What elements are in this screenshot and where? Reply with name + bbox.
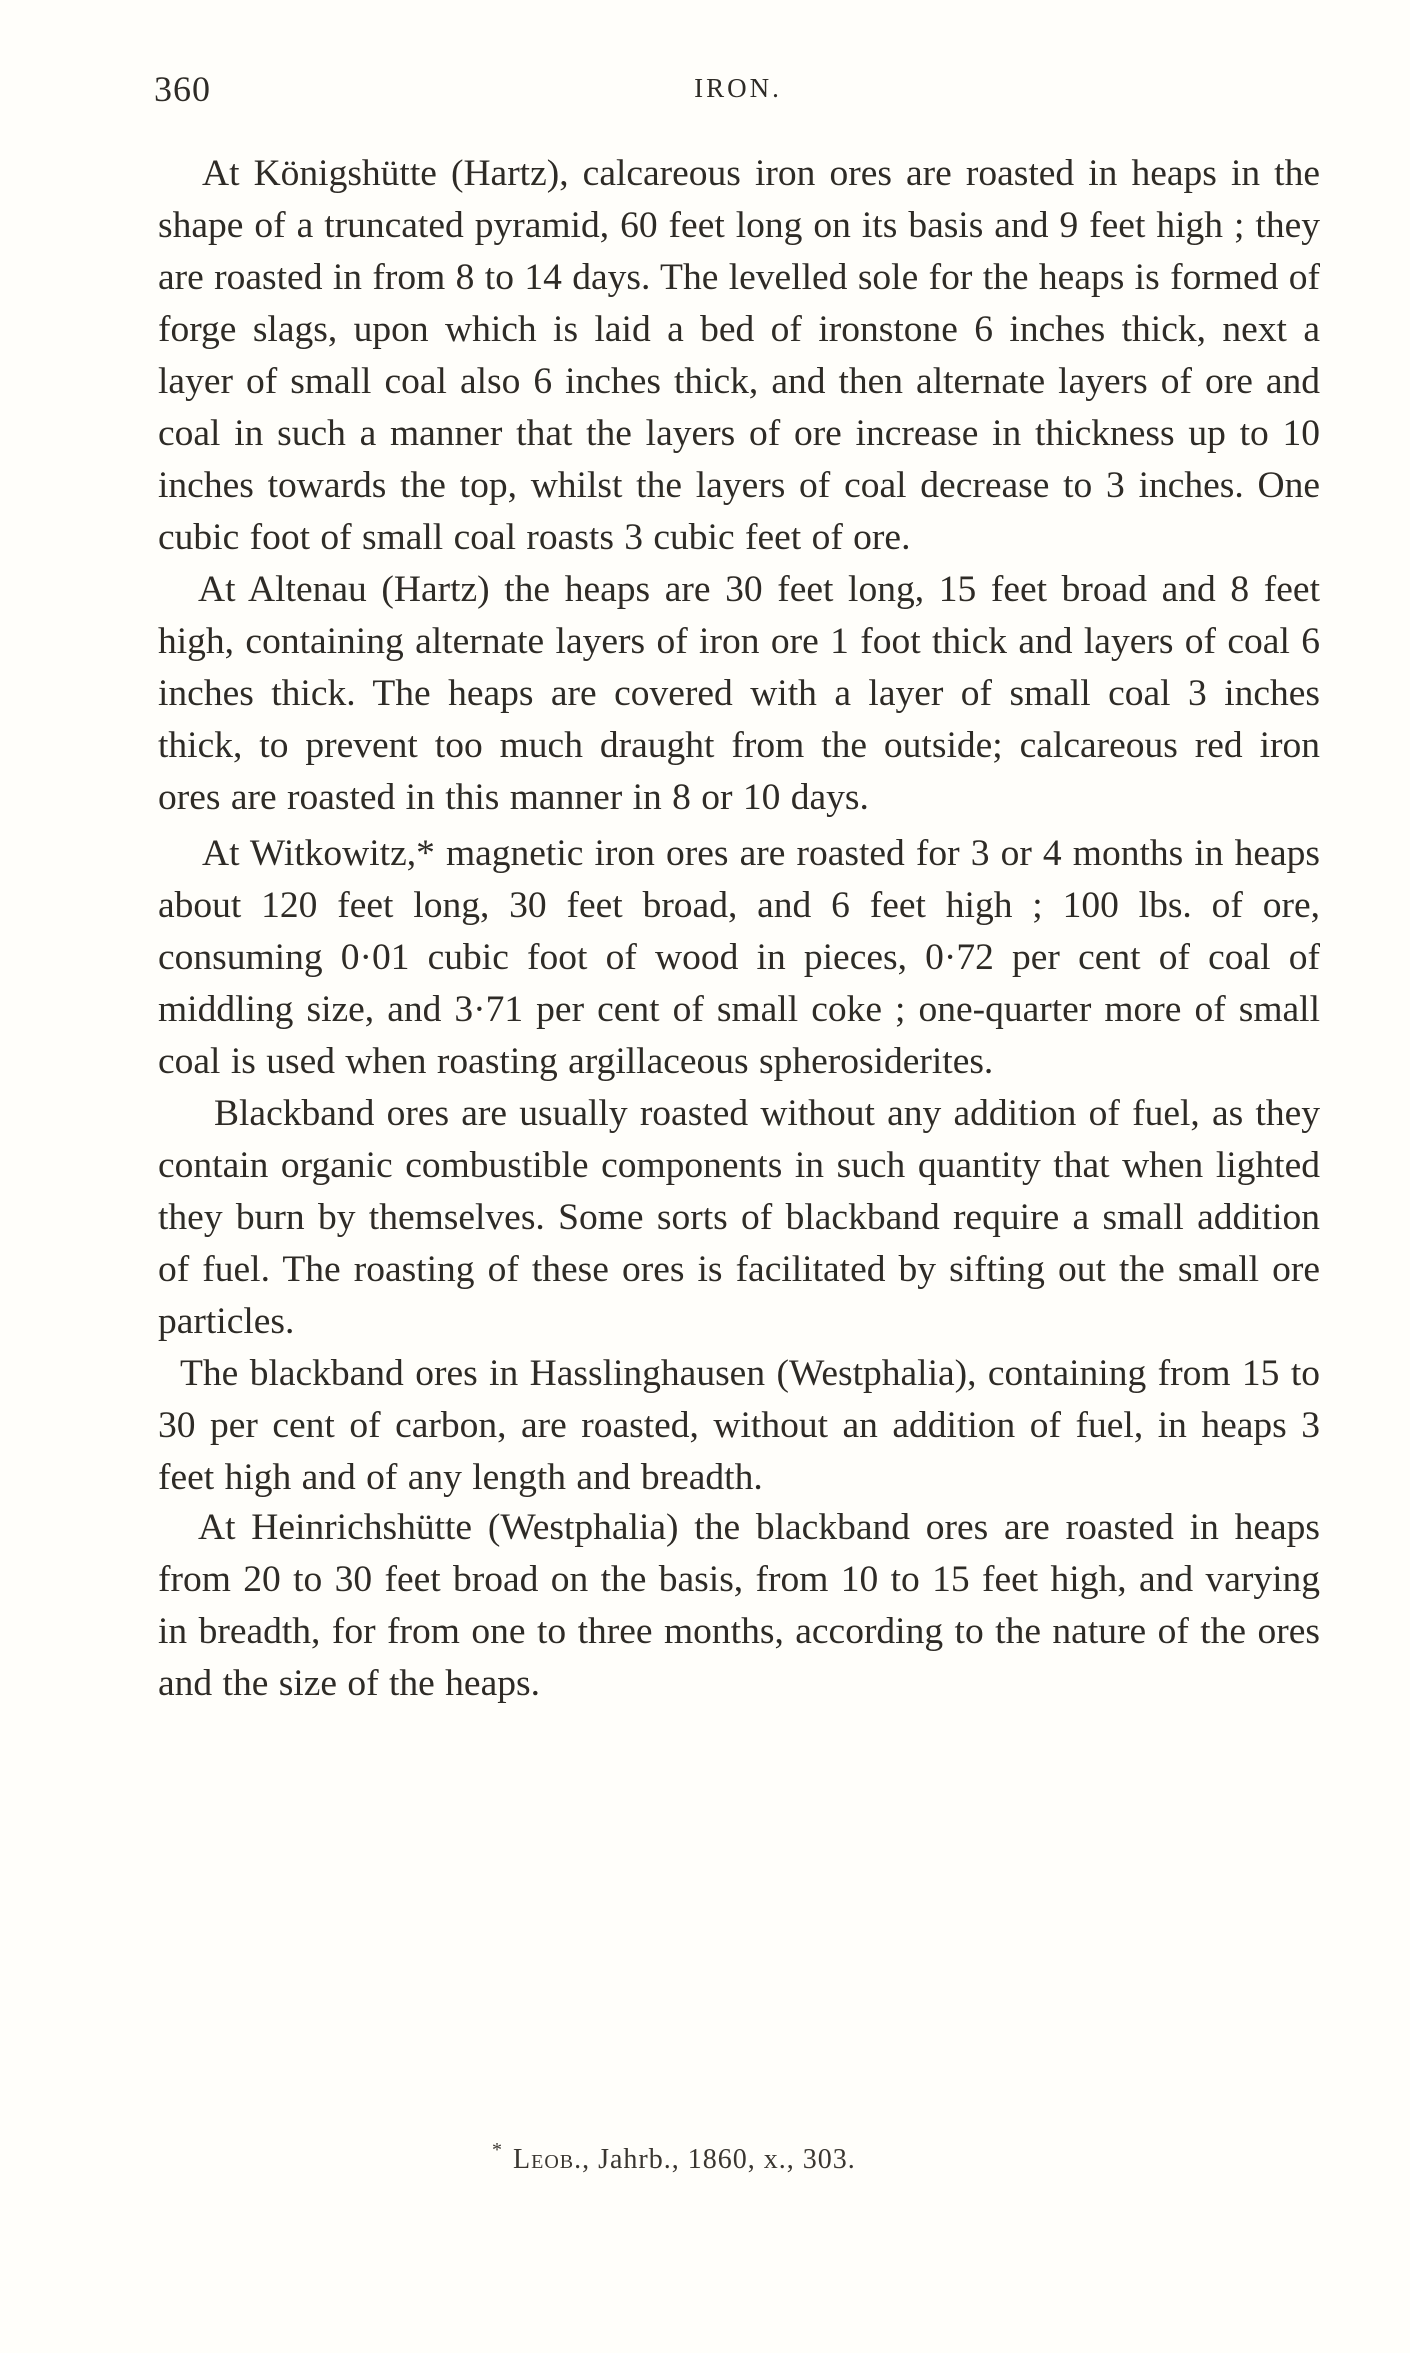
paragraph-hasslinghausen: The blackband ores in Hasslinghausen (Westphalia), containing from 15 to 30 per cent of carbon, are roasted, without an addition of fuel, in heaps 3 feet high and of any length and breadth. — [158, 1353, 1320, 1498]
footnote — [492, 2139, 856, 2176]
paragraph-blackband: Blackband ores are usually roasted without any addition of fuel, as they contain organic combustible components in such quantity that when lighted they burn by themselves. Some sorts of blackband require a small addition of fuel. The roasting of these ores is facilitated by sifting out the small ore particles. — [158, 1093, 1320, 1342]
paragraph-altenau: At Altenau (Hartz) the heaps are 30 feet long, 15 feet broad and 8 feet high, containing alternate layers of iron ore 1 foot thick and layers of coal 6 inches thick. The heaps are covered with a layer of small coal 3 inches thick, to prevent too much draught from the outside; calcareous red iron ores are roasted in this manner in 8 or 10 days. — [158, 569, 1320, 818]
paragraph-witkowitz: At Witkowitz,* magnetic iron ores are roasted for 3 or 4 months in heaps about 120 feet long, 30 feet broad, and 6 feet high ; 100 lbs. of ore, consuming 0·01 cubic foot of wood in pieces, 0·72 per cent of coal of middling size, and 3·71 per cent of small coke ; one-quarter more of small coal is used when roasting argillaceous spherosiderites. — [158, 833, 1320, 1082]
footnote-citation: , Jahrb., 1860, x., 303. — [582, 2144, 856, 2175]
running-head: IRON. — [694, 73, 782, 103]
paragraph-heinrichshutte: At Heinrichshütte (Westphalia) the blackband ores are roasted in heaps from 20 to 30 feet broad on the basis, from 10 to 15 feet high, and varying in breadth, for from one to three months, according to the nature of the ores and the size of the heaps. — [158, 1507, 1320, 1704]
footnote-marker: * — [492, 2139, 503, 2161]
body-text — [158, 148, 1320, 1710]
page-number: 360 — [154, 69, 211, 109]
page-header — [154, 68, 1322, 118]
paragraph-konigshutte: At Königshütte (Hartz), calcareous iron ores are roasted in heaps in the shape of a truncated pyramid, 60 feet long on its basis and 9 feet high ; they are roasted in from 8 to 14 days. The levelled sole for the heaps is formed of forge slags, upon which is laid a bed of ironstone 6 inches thick, next a layer of small coal also 6 inches thick, and then alternate layers of ore and coal in such a manner that the layers of ore increase in thickness up to 10 inches towards the top, whilst the layers of coal decrease to 3 inches. One cubic foot of small coal roasts 3 cubic feet of ore. — [158, 153, 1320, 558]
footnote-source: Leob. — [513, 2144, 583, 2175]
